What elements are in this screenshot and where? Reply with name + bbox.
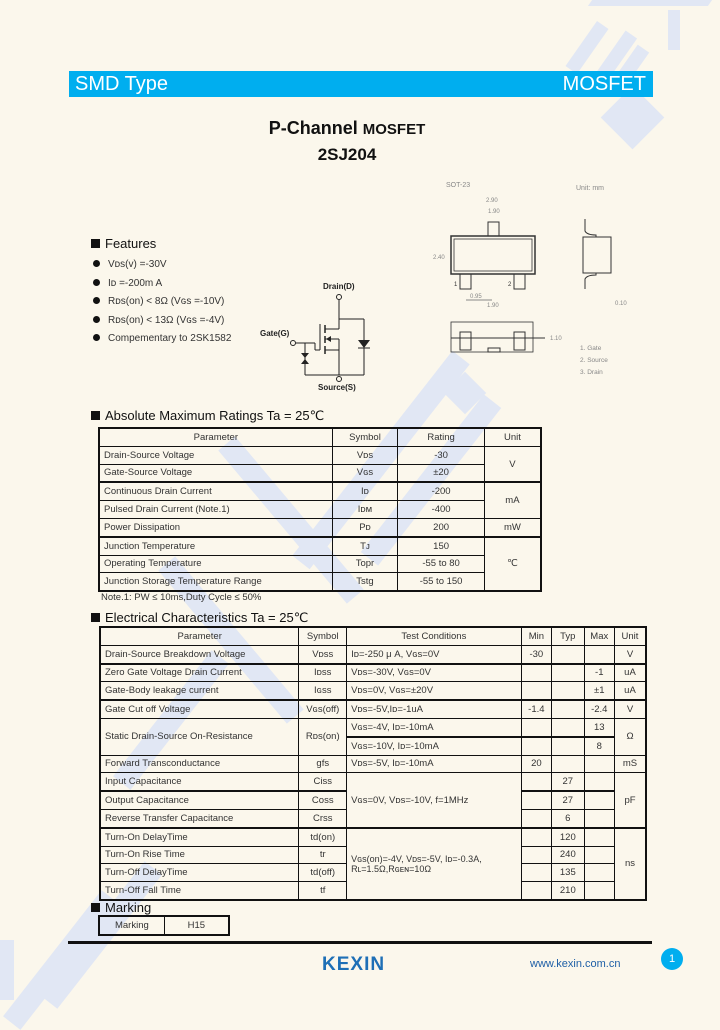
min-cell (521, 682, 551, 700)
kexin-logo: KEXIN (322, 954, 386, 975)
page-title (0, 118, 694, 139)
header-bar (69, 71, 653, 97)
typ-cell (552, 682, 584, 700)
rating-cell: 150 (398, 537, 485, 555)
min-cell: -1.4 (521, 700, 551, 718)
symbol-cell: Tᴊ (332, 537, 398, 555)
typ-cell: 6 (552, 809, 584, 827)
condition-line: Vɢs(on)=-4V, Vᴅs=-5V, Iᴅ=-0.3A, (351, 853, 482, 864)
max-cell: -1 (584, 664, 614, 682)
param-cell: Power Dissipation (99, 518, 332, 536)
param-cell: Gate-Source Voltage (99, 464, 332, 482)
column-header: Parameter (99, 428, 332, 446)
min-cell (521, 828, 551, 846)
table-header-row (99, 428, 541, 446)
dim-label: 2.90 (486, 198, 498, 204)
symbol-cell: td(off) (299, 864, 347, 882)
marking-heading-text: Marking (105, 900, 152, 915)
max-cell: 8 (584, 737, 614, 755)
typ-cell (552, 755, 584, 773)
table-row (99, 518, 541, 536)
table-row (99, 482, 541, 500)
table-row (99, 446, 541, 464)
param-cell: Gate Cut off Voltage (100, 700, 299, 718)
table-row (100, 700, 646, 718)
max-cell (584, 809, 614, 827)
typ-cell (552, 645, 584, 663)
min-cell (521, 718, 551, 736)
svg-text:1: 1 (454, 282, 458, 288)
rating-cell: ±20 (398, 464, 485, 482)
table-row (100, 664, 646, 682)
header-category-label: MOSFET (562, 73, 646, 95)
page-number-badge: 1 (661, 948, 683, 970)
bullet-icon (93, 334, 100, 341)
min-cell (521, 664, 551, 682)
feature-text: Compementary to 2SK1582 (108, 333, 232, 344)
symbol-cell: Topr (332, 555, 398, 573)
typ-cell (552, 718, 584, 736)
symbol-cell: Crss (299, 809, 347, 827)
min-cell (521, 791, 551, 809)
abs-max-note: Note.1: PW ≤ 10ms,Duty Cycle ≤ 50% (101, 592, 262, 603)
symbol-cell: Pᴅ (332, 518, 398, 536)
abs-max-table (98, 427, 542, 592)
table-row (100, 645, 646, 663)
min-cell (521, 846, 551, 864)
dim-label: 1.90 (488, 209, 500, 215)
square-bullet-icon (91, 613, 100, 622)
dim-label: 0.95 (470, 294, 482, 300)
max-cell (584, 645, 614, 663)
typ-cell: 27 (552, 791, 584, 809)
symbol-cell: Iᴅᴍ (332, 501, 398, 519)
condition-cell: Vᴅs=-5V, Iᴅ=-10mA (347, 755, 522, 773)
symbol-cell: Iɢss (299, 682, 347, 700)
feature-item (93, 256, 231, 275)
bullet-icon (93, 279, 100, 286)
condition-cell: Vɢs=-4V, Iᴅ=-10mA (347, 718, 522, 736)
table-row (99, 464, 541, 482)
param-cell: Drain-Source Breakdown Voltage (100, 645, 299, 663)
title-main: P-Channel (268, 118, 363, 138)
drain-label: Drain(D) (323, 282, 355, 291)
symbol-cell: Rᴅs(on) (299, 718, 347, 755)
feature-item (93, 330, 231, 349)
max-cell (584, 846, 614, 864)
condition-cell: Vᴅs=-30V, Vɢs=0V (347, 664, 522, 682)
symbol-cell: Ciss (299, 773, 347, 791)
column-header: Typ (552, 627, 584, 645)
marking-table (98, 915, 230, 936)
param-cell: Pulsed Drain Current (Note.1) (99, 501, 332, 519)
param-cell: Junction Temperature (99, 537, 332, 555)
unit-cell: Ω (614, 718, 646, 755)
param-cell: Drain-Source Voltage (99, 446, 332, 464)
table-row (99, 501, 541, 519)
param-cell: Operating Temperature (99, 555, 332, 573)
table-row (99, 555, 541, 573)
max-cell (584, 773, 614, 791)
part-number: 2SJ204 (317, 145, 377, 164)
symbol-cell: gfs (299, 755, 347, 773)
feature-item (93, 312, 231, 331)
symbol-cell: Vɢs (332, 464, 398, 482)
table-row (99, 916, 229, 935)
table-row (100, 773, 646, 791)
max-cell (584, 828, 614, 846)
features-heading (91, 236, 156, 251)
pin-legend-item: 2. Source (580, 357, 608, 364)
param-cell: Output Capacitance (100, 791, 299, 809)
param-cell: Static Drain-Source On-Resistance (100, 718, 299, 755)
svg-text:2: 2 (508, 282, 512, 288)
unit-label: Unit: mm (576, 185, 604, 192)
param-cell: Forward Transconductance (100, 755, 299, 773)
max-cell (584, 864, 614, 882)
symbol-cell: td(on) (299, 828, 347, 846)
rating-cell: -200 (398, 482, 485, 500)
unit-cell: V (614, 700, 646, 718)
symbol-cell: tr (299, 846, 347, 864)
param-cell: Turn-Off DelayTime (100, 864, 299, 882)
symbol-cell: tf (299, 882, 347, 900)
unit-cell: V (614, 645, 646, 663)
footer-divider (68, 941, 652, 944)
gate-label: Gate(G) (260, 329, 290, 338)
typ-cell: 210 (552, 882, 584, 900)
symbol-cell: Vᴅss (299, 645, 347, 663)
rating-cell: -30 (398, 446, 485, 464)
param-cell: Gate-Body leakage current (100, 682, 299, 700)
package-name: SOT-23 (446, 182, 471, 189)
max-cell: 13 (584, 718, 614, 736)
condition-cell: Vᴅs=0V, Vɢs=±20V (347, 682, 522, 700)
param-cell: Reverse Transfer Capacitance (100, 809, 299, 827)
rating-cell: 200 (398, 518, 485, 536)
square-bullet-icon (91, 239, 100, 248)
min-cell (521, 882, 551, 900)
column-header: Parameter (100, 627, 299, 645)
features-heading-text: Features (105, 236, 157, 251)
header-type-label: SMD Type (75, 73, 168, 95)
max-cell (584, 791, 614, 809)
typ-cell: 27 (552, 773, 584, 791)
param-cell: Turn-On Rise Time (100, 846, 299, 864)
typ-cell: 120 (552, 828, 584, 846)
table-row (100, 755, 646, 773)
max-cell (584, 882, 614, 900)
column-header: Test Conditions (347, 627, 522, 645)
dim-label: 0.10 (615, 301, 627, 307)
feature-item (93, 275, 231, 294)
feature-text: Iᴅ =-200m A (108, 277, 163, 289)
abs-max-heading-text: Absolute Maximum Ratings Ta = 25℃ (105, 408, 325, 423)
condition-cell: Vɢs=-10V, Iᴅ=-10mA (347, 737, 522, 755)
column-header: Min (521, 627, 551, 645)
max-cell: ±1 (584, 682, 614, 700)
symbol-cell: Iᴅss (299, 664, 347, 682)
feature-item (93, 293, 231, 312)
typ-cell: 135 (552, 864, 584, 882)
unit-cell: pF (614, 773, 646, 828)
square-bullet-icon (91, 903, 100, 912)
table-row (100, 828, 646, 846)
unit-cell: ns (614, 828, 646, 900)
column-header: Max (584, 627, 614, 645)
symbol-cell: Tstg (332, 573, 398, 591)
marking-heading (91, 900, 151, 915)
marking-value-cell: H15 (164, 916, 229, 935)
table-row (100, 682, 646, 700)
symbol-cell: Iᴅ (332, 482, 398, 500)
param-cell: Turn-On DelayTime (100, 828, 299, 846)
max-cell (584, 755, 614, 773)
condition-cell: Iᴅ=-250 μ A, Vɢs=0V (347, 645, 522, 663)
symbol-cell: Vᴅs (332, 446, 398, 464)
typ-cell (552, 700, 584, 718)
max-cell: -2.4 (584, 700, 614, 718)
condition-cell (347, 828, 522, 900)
param-cell: Zero Gate Voltage Drain Current (100, 664, 299, 682)
typ-cell (552, 737, 584, 755)
square-bullet-icon (91, 411, 100, 420)
unit-cell: uA (614, 682, 646, 700)
typ-cell: 240 (552, 846, 584, 864)
table-row (99, 573, 541, 591)
features-list (93, 256, 231, 349)
bullet-icon (93, 260, 100, 267)
column-header: Unit (484, 428, 541, 446)
condition-cell: Vɢs=0V, Vᴅs=-10V, f=1MHz (347, 773, 522, 828)
min-cell (521, 809, 551, 827)
condition-cell: Vᴅs=-5V,Iᴅ=-1uA (347, 700, 522, 718)
feature-text: Vᴅs(v) =-30V (108, 259, 167, 270)
bullet-icon (93, 297, 100, 304)
unit-cell: V (484, 446, 541, 482)
table-header-row (100, 627, 646, 645)
symbol-cell: Coss (299, 791, 347, 809)
param-cell: Input Capacitance (100, 773, 299, 791)
symbol-cell: Vɢs(off) (299, 700, 347, 718)
bullet-icon (93, 316, 100, 323)
dim-label: 1.10 (550, 336, 562, 342)
rating-cell: -55 to 80 (398, 555, 485, 573)
pin-legend-item: 3. Drain (580, 369, 603, 376)
table-row (99, 537, 541, 555)
column-header: Symbol (299, 627, 347, 645)
param-cell: Turn-Off Fall Time (100, 882, 299, 900)
min-cell: 20 (521, 755, 551, 773)
title-small: MOSFET (362, 121, 426, 138)
elec-char-table (99, 626, 647, 901)
column-header: Rating (398, 428, 485, 446)
website-link[interactable]: www.kexin.com.cn (530, 958, 621, 970)
param-cell: Junction Storage Temperature Range (99, 573, 332, 591)
elec-heading (91, 610, 308, 626)
rating-cell: -400 (398, 501, 485, 519)
rating-cell: -55 to 150 (398, 573, 485, 591)
min-cell (521, 737, 551, 755)
unit-cell: mW (484, 518, 541, 536)
column-header: Unit (614, 627, 646, 645)
param-cell: Continuous Drain Current (99, 482, 332, 500)
typ-cell (552, 664, 584, 682)
package-outline-drawing-icon (430, 175, 660, 385)
source-label: Source(S) (318, 383, 356, 392)
min-cell (521, 773, 551, 791)
column-header: Symbol (332, 428, 398, 446)
feature-text: Rᴅs(on) < 13Ω (Vɢs =-4V) (108, 314, 225, 326)
feature-text: Rᴅs(on) < 8Ω (Vɢs =-10V) (108, 296, 225, 307)
pin-legend-item: 1. Gate (580, 345, 602, 352)
mosfet-schematic-icon (260, 278, 380, 393)
dim-label: 1.90 (487, 303, 499, 309)
min-cell (521, 864, 551, 882)
marking-label-cell: Marking (99, 916, 164, 935)
table-row (100, 718, 646, 736)
unit-cell: ℃ (484, 537, 541, 591)
abs-max-heading (91, 408, 324, 424)
elec-heading-text: Electrical Characteristics Ta = 25℃ (105, 610, 309, 625)
dim-label: 2.40 (433, 255, 445, 261)
condition-line: Rʟ=1.5Ω,Rɢᴇɴ=10Ω (351, 863, 432, 874)
unit-cell: mA (484, 482, 541, 518)
unit-cell: mS (614, 755, 646, 773)
min-cell: -30 (521, 645, 551, 663)
unit-cell: uA (614, 664, 646, 682)
